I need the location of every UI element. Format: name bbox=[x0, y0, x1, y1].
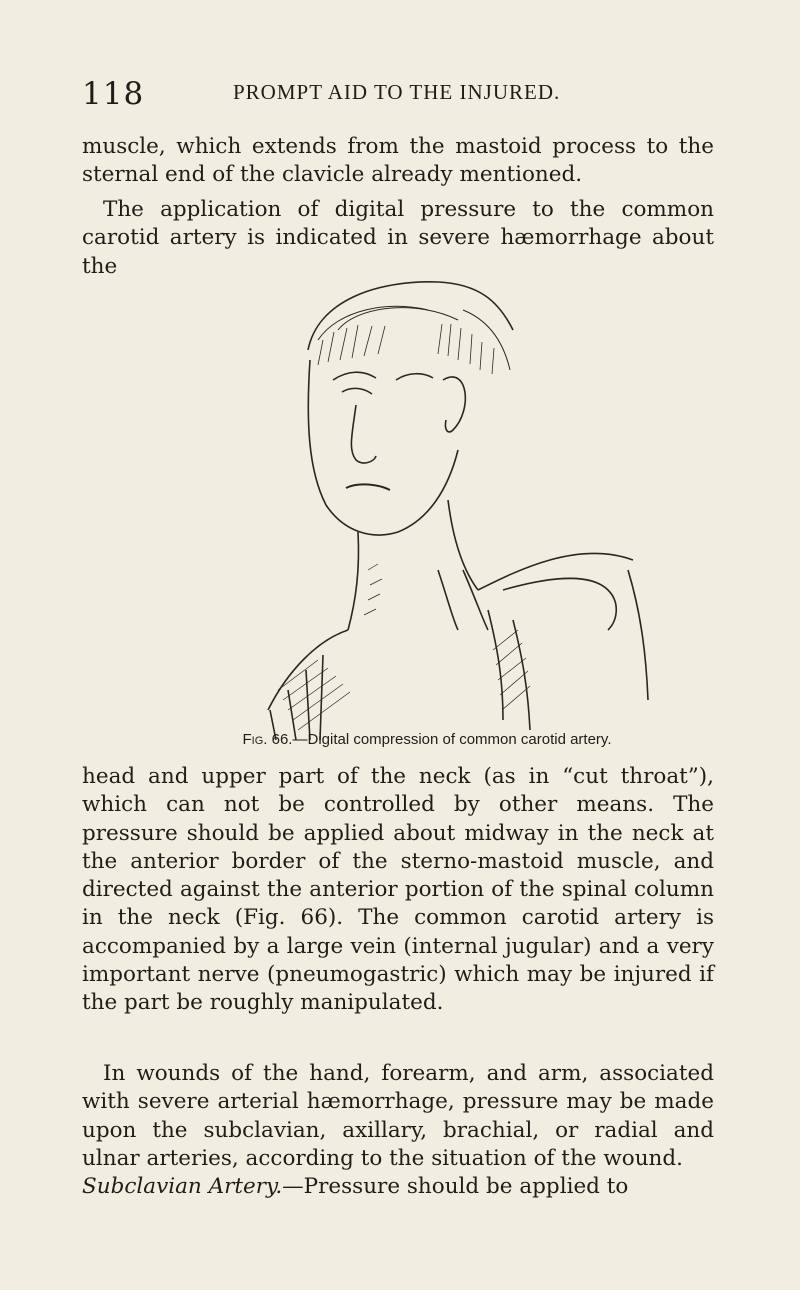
engraving-figure bbox=[248, 270, 658, 740]
subclavian-text: —Pressure should be applied to bbox=[282, 1174, 629, 1200]
figure-label: Fig. 66. bbox=[242, 731, 293, 748]
running-head: PROMPT AID TO THE INJURED. bbox=[233, 80, 561, 104]
paragraph-continued: muscle, which extends from the mastoid process to the sternal end of the clavicle already mentioned. bbox=[82, 134, 714, 188]
paragraph-arm-wounds bbox=[82, 1060, 714, 1201]
neck-compression-illustration bbox=[248, 270, 658, 740]
arm-wounds-text: In wounds of the hand, forearm, and arm, associated with severe arterial hæmorrhage, pressure may be made upon the subclavian, axillary, brachial, or radial and ulnar arteries, according to the situation of the wound. bbox=[82, 1061, 714, 1171]
figure-caption bbox=[212, 731, 642, 748]
figure-caption-text: —Digital compression of common carotid artery. bbox=[292, 731, 612, 748]
page-number: 118 bbox=[82, 76, 145, 112]
paragraph-carotid-detail: head and upper part of the neck (as in “cut throat”), which can not be controlled by other means. The pressure should be applied about midway in the neck at the anterior border of the sterno-mastoid muscle, and directed against the anterior portion of the spinal column in the neck (Fig. 66). The common carotid artery is accompanied by a large vein (internal jugular) and a very important nerve (pneumogastric) which may be injured if the part be roughly manipulated. bbox=[82, 764, 714, 1016]
paragraph-carotid-intro: The application of digital pressure to the common carotid artery is indicated in severe hæmorrhage about the bbox=[82, 197, 714, 279]
subclavian-subhead: Subclavian Artery. bbox=[82, 1174, 283, 1200]
